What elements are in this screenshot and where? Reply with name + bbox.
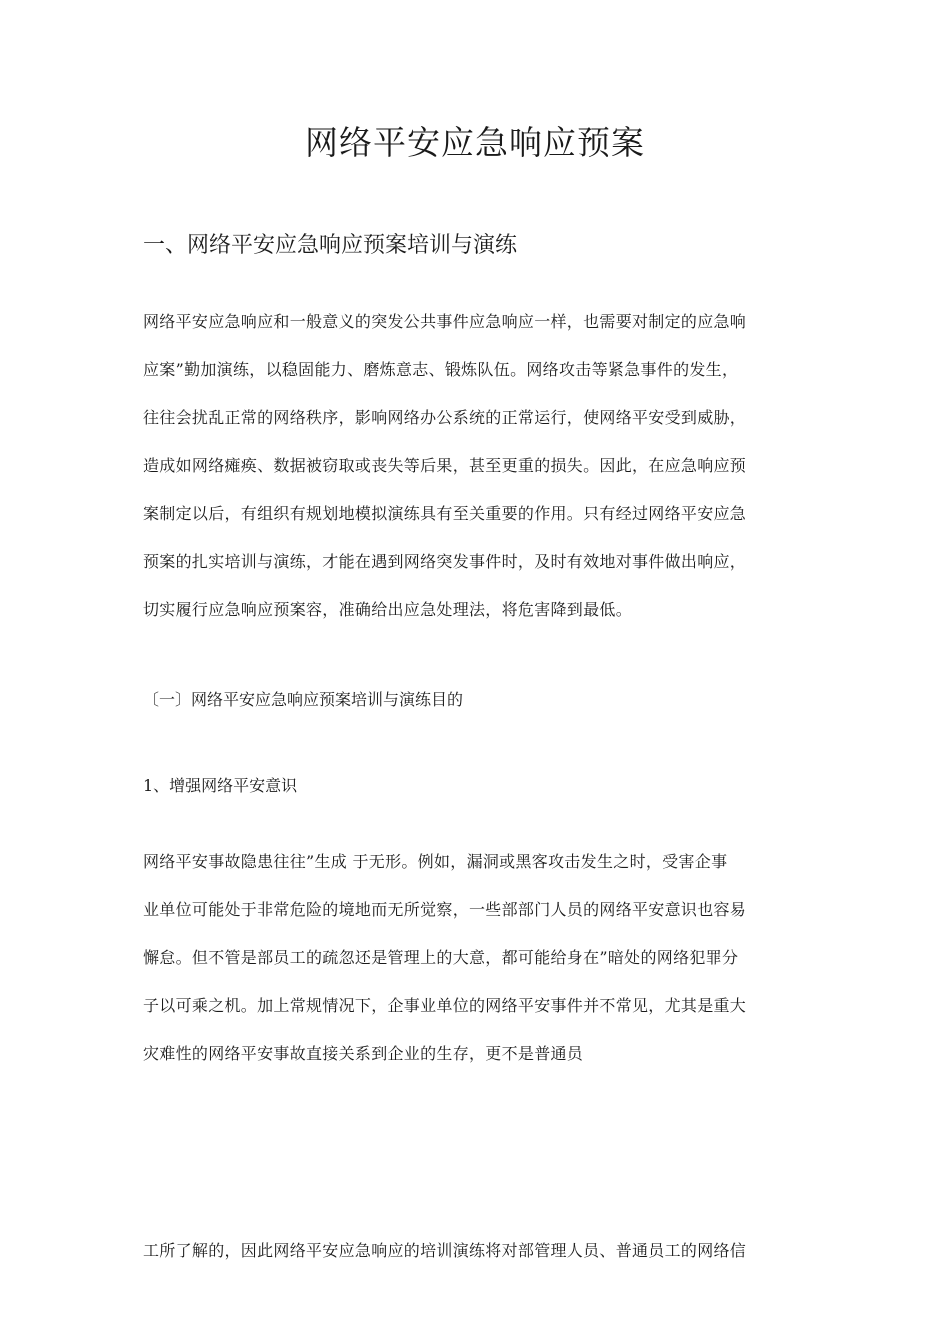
- paragraph-line: 灾难性的网络平安事故直接关系到企业的生存，更不是普通员: [143, 1044, 584, 1063]
- item-heading: 1、增强网络平安意识: [143, 776, 298, 795]
- paragraph-line: 业单位可能处于非常危险的境地而无所觉察，一些部部门人员的网络平安意识也容易: [143, 900, 747, 919]
- paragraph-intro: [143, 298, 823, 634]
- paragraph-line: 造成如网络瘫痪、数据被窃取或丧失等后果，甚至更重的损失。因此，在应急响应预: [143, 456, 747, 475]
- section-heading: 一、网络平安应急响应预案培训与演练: [143, 233, 518, 258]
- paragraph-continued: [143, 1227, 823, 1275]
- paragraph-line: 网络平安事故隐患往往”生成 于无形。例如，漏洞或黑客攻击发生之时，受害企事: [143, 852, 728, 871]
- paragraph-line: 子以可乘之机。加上常规情况下，企事业单位的网络平安事件并不常见，尤其是重大: [143, 996, 747, 1015]
- document-title: 网络平安应急响应预案: [305, 123, 645, 162]
- paragraph-line: 案制定以后，有组织有规划地模拟演练具有至关重要的作用。只有经过网络平安应急: [143, 504, 747, 523]
- paragraph-line: 切实履行应急响应预案容，准确给出应急处理法，将危害降到最低。: [143, 600, 633, 619]
- paragraph-line: 往往会扰乱正常的网络秩序，影响网络办公系统的正常运行，使网络平安受到威胁，: [143, 408, 747, 427]
- paragraph-line: 工所了解的，因此网络平安应急响应的培训演练将对部管理人员、普通员工的网络信: [143, 1241, 747, 1260]
- paragraph-line: 应案”勤加演练，以稳固能力、磨炼意志、锻炼队伍。网络攻击等紧急事件的发生，: [143, 360, 739, 379]
- paragraph-awareness: [143, 838, 823, 1078]
- paragraph-line: 网络平安应急响应和一般意义的突发公共事件应急响应一样，也需要对制定的应急响: [143, 312, 747, 331]
- subsection-heading: 〔一〕网络平安应急响应预案培训与演练目的: [143, 690, 464, 709]
- paragraph-line: 预案的扎实培训与演练，才能在遇到网络突发事件时，及时有效地对事件做出响应，: [143, 552, 747, 571]
- paragraph-line: 懈怠。但不管是部员工的疏忽还是管理上的大意，都可能给身在”暗处的网络犯罪分: [143, 948, 739, 967]
